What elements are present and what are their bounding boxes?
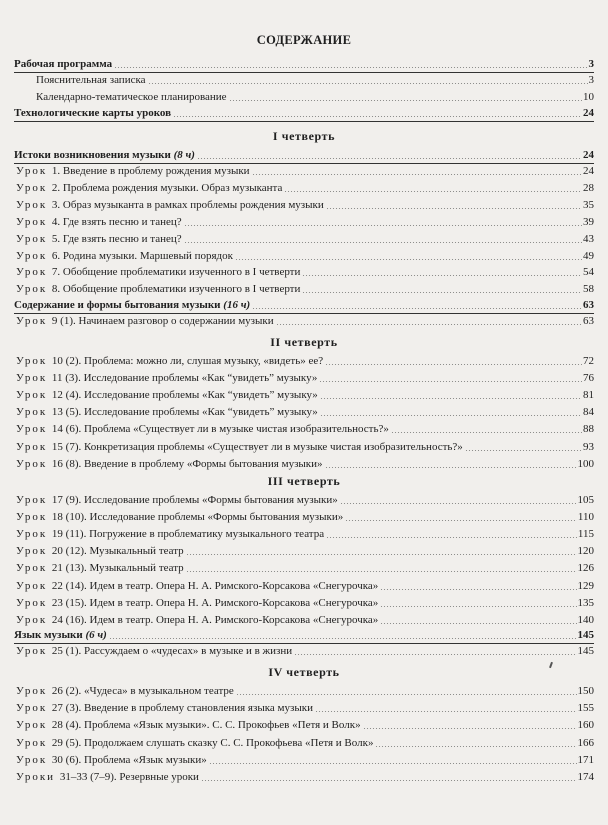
lesson-entry — [16, 353, 594, 369]
dot-leader — [320, 398, 582, 399]
dot-leader — [345, 520, 577, 521]
lesson-word: Урок — [16, 215, 52, 228]
dot-leader — [320, 415, 582, 416]
lesson-word: Урок — [16, 372, 52, 385]
lesson-title: Проблема: можно ли, слушая музыку, «видеть» ее? — [84, 355, 324, 367]
dot-leader — [302, 292, 582, 293]
dot-leader — [294, 654, 576, 655]
page-number: 54 — [583, 266, 594, 279]
lesson-number: 18 (10). — [51, 511, 90, 524]
lesson-title: Исследование проблемы «Формы бытования музыки» — [84, 494, 338, 506]
dot-leader — [201, 780, 577, 781]
page-number: 155 — [577, 702, 594, 715]
lesson-title: Музыкальный театр — [89, 562, 184, 575]
entry-title — [16, 231, 183, 247]
dot-leader — [465, 450, 582, 451]
lesson-title: Проблема «Язык музыки» — [84, 753, 207, 766]
entry-title — [16, 735, 374, 751]
lesson-word: Урок — [16, 181, 52, 194]
entry-title: Рабочая программа — [14, 58, 113, 70]
entry-title — [16, 683, 235, 699]
lesson-word: Урок — [16, 457, 52, 470]
lesson-entry — [16, 248, 594, 264]
page-number: 63 — [583, 299, 594, 311]
dot-leader — [319, 381, 582, 382]
lesson-entry — [16, 231, 594, 247]
lesson-title: Исследование проблемы «Как “увидеть” музыку» — [83, 372, 318, 385]
entry-title — [16, 769, 200, 785]
toc-entry — [36, 72, 594, 88]
dot-leader — [235, 259, 582, 260]
lesson-word: Урок — [16, 389, 52, 402]
entry-title — [14, 105, 172, 121]
entry-title — [16, 313, 275, 329]
lesson-number: 11 (3). — [51, 372, 84, 385]
lesson-title: Продолжаем слушать сказку С. С. Прокофьева «Петя и Волк» — [84, 736, 374, 749]
quarter-heading: IV четверть — [268, 665, 340, 679]
lesson-number: 6. — [51, 249, 63, 262]
lesson-entry — [16, 717, 594, 733]
lesson-entry — [16, 752, 594, 768]
page-number: 3 — [588, 74, 594, 86]
lesson-word: Урок — [16, 165, 52, 177]
lesson-number: 4. — [51, 215, 63, 228]
lesson-number: 21 (13). — [51, 562, 90, 575]
lesson-number: 3. — [51, 198, 63, 211]
lesson-title: Резервные уроки — [119, 771, 199, 783]
lesson-entry — [16, 683, 594, 699]
dot-leader — [148, 83, 588, 84]
dot-leader — [236, 694, 577, 695]
section-hours: (8 ч) — [173, 149, 195, 161]
dot-leader — [325, 467, 577, 468]
lesson-entry — [16, 560, 594, 576]
lesson-number: 22 (14). — [51, 579, 90, 592]
entry-title — [14, 627, 108, 643]
dot-leader — [229, 100, 582, 101]
lesson-word: Урок — [16, 613, 52, 626]
page-number: 135 — [577, 596, 594, 609]
lesson-number: 23 (15). — [51, 596, 90, 609]
lesson-title: Рассуждаем о «чудесах» в музыке и в жизни — [84, 645, 293, 657]
toc-entry — [36, 89, 594, 105]
lesson-number: 25 (1). — [51, 645, 84, 657]
lesson-title: Обобщение проблематики изученного в I четверти — [62, 266, 301, 279]
page-number: 81 — [583, 389, 594, 402]
dot-leader — [326, 208, 582, 209]
dot-leader — [391, 432, 582, 433]
dot-leader — [363, 728, 577, 729]
entry-title — [14, 56, 113, 72]
lesson-entry — [16, 180, 594, 196]
entry-title — [16, 370, 318, 386]
entry-title — [16, 752, 208, 768]
page-number: 49 — [583, 249, 594, 262]
lesson-number: 14 (6). — [51, 423, 84, 436]
page-number: 58 — [583, 283, 594, 296]
dot-leader — [284, 191, 582, 192]
quarter-heading: II четверть — [270, 335, 338, 349]
lesson-number: 15 (7). — [51, 440, 84, 453]
page-number: 24 — [583, 149, 594, 161]
lesson-word: Урок — [16, 283, 52, 296]
lesson-word: Урок — [16, 545, 52, 558]
lesson-number: 20 (12). — [51, 545, 90, 558]
lesson-entry — [16, 456, 594, 472]
page-number: 76 — [583, 372, 594, 385]
lesson-word: Уроки — [16, 771, 60, 783]
page-number: 93 — [583, 440, 594, 453]
dot-leader — [186, 554, 577, 555]
entry-title — [16, 560, 185, 576]
entry-title — [16, 421, 390, 437]
entry-title — [16, 526, 325, 542]
lesson-title: Исследование проблемы «Формы бытования музыки» — [89, 511, 344, 524]
entry-title — [16, 439, 464, 455]
page-number: 120 — [577, 545, 594, 558]
lesson-title: Проблема рождения музыки. Образ музыканта — [62, 181, 283, 194]
page-number: 150 — [577, 685, 594, 697]
lesson-word: Урок — [16, 232, 52, 245]
page-number: 28 — [583, 181, 594, 194]
lesson-title: Где взять песню и танец? — [62, 215, 182, 228]
lesson-number: 31–33 (7–9). — [59, 771, 120, 783]
entry-title — [16, 612, 379, 628]
lesson-word: Урок — [16, 511, 52, 524]
dot-leader — [197, 158, 582, 159]
lesson-word: Урок — [16, 249, 52, 262]
lesson-title: Где взять песню и танец? — [62, 232, 182, 245]
lesson-title: Образ музыканта в рамках проблемы рождения музыки — [62, 198, 324, 211]
lesson-entry — [16, 578, 594, 594]
entry-title: Пояснительная записка — [36, 74, 146, 86]
section-hours: (16 ч) — [223, 299, 251, 311]
dot-leader — [276, 324, 582, 325]
lesson-number: 7. — [51, 266, 63, 279]
lesson-number: 13 (5). — [51, 406, 84, 419]
entry-title — [16, 509, 344, 525]
page-number: 110 — [577, 511, 594, 524]
page-number: 43 — [583, 232, 594, 245]
entry-title — [16, 387, 319, 403]
lesson-word: Урок — [16, 753, 52, 766]
dot-leader — [173, 116, 582, 117]
entry-title — [16, 492, 339, 508]
dot-leader — [302, 275, 582, 276]
lesson-entry — [16, 612, 594, 628]
lesson-title: Родина музыки. Маршевый порядок — [62, 249, 234, 262]
lesson-entry — [16, 509, 594, 525]
page-number: 88 — [583, 423, 594, 436]
page-number: 100 — [577, 457, 594, 470]
page-number: 171 — [577, 753, 594, 766]
entry-title — [36, 89, 228, 105]
lesson-number: 8. — [51, 283, 63, 296]
entry-title — [16, 700, 314, 716]
lesson-title: Конкретизация проблемы «Существует ли в музыке чистая изобразительность?» — [84, 440, 463, 453]
lesson-word: Урок — [16, 702, 52, 715]
dot-leader — [315, 711, 577, 712]
lesson-title: Исследование проблемы «Как “увидеть” музыку» — [84, 389, 318, 402]
lesson-word: Урок — [16, 645, 52, 657]
lesson-entry — [16, 595, 594, 611]
entry-title — [16, 404, 319, 420]
dot-leader — [252, 174, 582, 175]
page-number: 145 — [577, 629, 594, 641]
lesson-entry — [16, 735, 594, 751]
page-number: 126 — [577, 562, 594, 575]
lesson-entry — [16, 281, 594, 297]
dot-leader — [375, 746, 576, 747]
lesson-entry — [16, 492, 594, 508]
lesson-entry — [16, 370, 594, 386]
lesson-number: 10 (2). — [51, 355, 84, 367]
lesson-title: Музыкальный театр — [89, 545, 184, 558]
page-number: 72 — [583, 355, 594, 367]
entry-title: Календарно-тематическое планирование — [36, 91, 227, 103]
lesson-number: 27 (3). — [51, 702, 84, 715]
dot-leader — [186, 571, 577, 572]
dot-leader — [380, 623, 576, 624]
page-number: 129 — [577, 579, 594, 592]
dot-leader — [340, 503, 577, 504]
lesson-title: «Чудеса» в музыкальном театре — [84, 685, 234, 697]
dot-leader — [184, 225, 582, 226]
lesson-word: Урок — [16, 355, 52, 367]
lesson-word: Урок — [16, 440, 52, 453]
lesson-entry — [16, 264, 594, 280]
lesson-word: Урок — [16, 719, 52, 732]
section-hours: (6 ч) — [85, 629, 107, 641]
entry-title — [16, 180, 283, 196]
lesson-entry — [16, 197, 594, 213]
page-number: 10 — [583, 91, 594, 103]
page-number: 160 — [577, 719, 594, 732]
entry-title — [16, 717, 362, 733]
lesson-title: Идем в театр. Опера Н. А. Римского-Корсакова «Снегурочка» — [89, 613, 379, 626]
lesson-entry — [16, 526, 594, 542]
entry-title — [16, 214, 183, 230]
lesson-entry — [16, 421, 594, 437]
dot-leader — [380, 589, 576, 590]
lesson-word: Урок — [16, 315, 52, 327]
page-number: 24 — [583, 107, 594, 119]
lesson-word: Урок — [16, 266, 52, 279]
dot-leader — [380, 606, 576, 607]
dot-leader — [114, 67, 587, 68]
dot-leader — [252, 308, 582, 309]
quarter-heading: I четверть — [272, 129, 336, 143]
page-number: 174 — [577, 771, 594, 783]
page-number: 35 — [583, 198, 594, 211]
lesson-number: 19 (11). — [51, 528, 90, 541]
lesson-title: Погружение в проблематику музыкального театра — [89, 528, 325, 541]
lesson-entry — [16, 163, 594, 179]
lesson-entry — [16, 700, 594, 716]
lesson-number: 26 (2). — [51, 685, 84, 697]
page-number: 105 — [577, 494, 594, 506]
entry-title — [16, 281, 301, 297]
entry-title — [16, 248, 234, 264]
section-entry — [14, 627, 594, 644]
page-number: 140 — [577, 613, 594, 626]
lesson-number: 24 (16). — [51, 613, 90, 626]
lesson-number: 16 (8). — [51, 457, 84, 470]
dot-leader — [184, 242, 582, 243]
dot-leader — [325, 364, 582, 365]
entry-title — [16, 197, 325, 213]
lesson-title: Обобщение проблематики изученного в I четверти — [62, 283, 301, 296]
entry-title — [16, 456, 324, 472]
page-number: 39 — [583, 215, 594, 228]
lesson-title: Введение в проблему «Формы бытования музыки» — [84, 457, 323, 470]
lesson-number: 2. — [51, 181, 63, 194]
lesson-title: Идем в театр. Опера Н. А. Римского-Корсакова «Снегурочка» — [89, 579, 379, 592]
lesson-title: Введение в проблему рождения музыки — [62, 165, 250, 177]
lesson-number: 1. — [51, 165, 63, 177]
page-number: 63 — [583, 315, 594, 327]
lesson-entry — [16, 387, 594, 403]
lesson-entry — [16, 543, 594, 559]
page-title: СОДЕРЖАНИЕ — [256, 33, 352, 47]
section-entry — [14, 147, 594, 164]
lesson-title: Проблема «Язык музыки». С. С. Прокофьев «Петя и Волк» — [84, 719, 361, 732]
entry-title — [16, 595, 379, 611]
entry-title — [14, 147, 196, 163]
page-number: 145 — [577, 645, 594, 657]
dot-leader — [326, 537, 577, 538]
lesson-number: 30 (6). — [51, 753, 84, 766]
section-title: Язык музыки — [14, 629, 86, 641]
lesson-number: 17 (9). — [51, 494, 84, 506]
lesson-word: Урок — [16, 528, 52, 541]
lesson-word: Урок — [16, 198, 52, 211]
entry-title — [16, 353, 324, 369]
page-number: 24 — [583, 165, 594, 177]
entry-title — [16, 643, 293, 659]
entry-title — [16, 264, 301, 280]
page-number: 115 — [577, 528, 594, 541]
lesson-title: Введение в проблему становления языка музыки — [84, 702, 313, 715]
entry-title: Технологические карты уроков — [14, 107, 172, 119]
entry-title — [14, 297, 251, 313]
page-number: 84 — [583, 406, 594, 419]
lesson-word: Урок — [16, 406, 52, 419]
dot-leader — [109, 638, 577, 639]
lesson-entry — [16, 313, 594, 329]
lesson-entry — [16, 769, 594, 785]
lesson-word: Урок — [16, 579, 52, 592]
lesson-title: Идем в театр. Опера Н. А. Римского-Корсакова «Снегурочка» — [89, 596, 379, 609]
lesson-word: Урок — [16, 736, 52, 749]
entry-title — [16, 578, 379, 594]
section-title: Содержание и формы бытования музыки — [14, 299, 224, 311]
lesson-word: Урок — [16, 596, 52, 609]
toc-entry — [14, 105, 594, 122]
entry-title — [16, 543, 185, 559]
lesson-word: Урок — [16, 494, 52, 506]
lesson-number: 5. — [51, 232, 63, 245]
lesson-word: Урок — [16, 562, 52, 575]
lesson-number: 29 (5). — [51, 736, 84, 749]
lesson-entry — [16, 214, 594, 230]
lesson-title: Исследование проблемы «Как “увидеть” музыку» — [84, 406, 318, 419]
entry-title — [16, 163, 251, 179]
entry-title — [36, 72, 147, 88]
dot-leader — [209, 763, 577, 764]
lesson-word: Урок — [16, 685, 52, 697]
lesson-entry — [16, 439, 594, 455]
lesson-entry — [16, 404, 594, 420]
lesson-title: Начинаем разговор о содержании музыки — [78, 315, 274, 327]
lesson-number: 28 (4). — [51, 719, 84, 732]
lesson-entry — [16, 643, 594, 659]
toc-entry — [14, 56, 594, 73]
page-number: 166 — [577, 736, 594, 749]
lesson-number: 9 (1). — [51, 315, 79, 327]
section-entry — [14, 297, 594, 314]
lesson-title: Проблема «Существует ли в музыке чистая изобразительность?» — [84, 423, 389, 436]
lesson-word: Урок — [16, 423, 52, 436]
lesson-number: 12 (4). — [51, 389, 84, 402]
quarter-heading: III четверть — [267, 474, 341, 488]
section-title: Истоки возникновения музыки — [14, 149, 174, 161]
page-number: 3 — [588, 58, 594, 70]
